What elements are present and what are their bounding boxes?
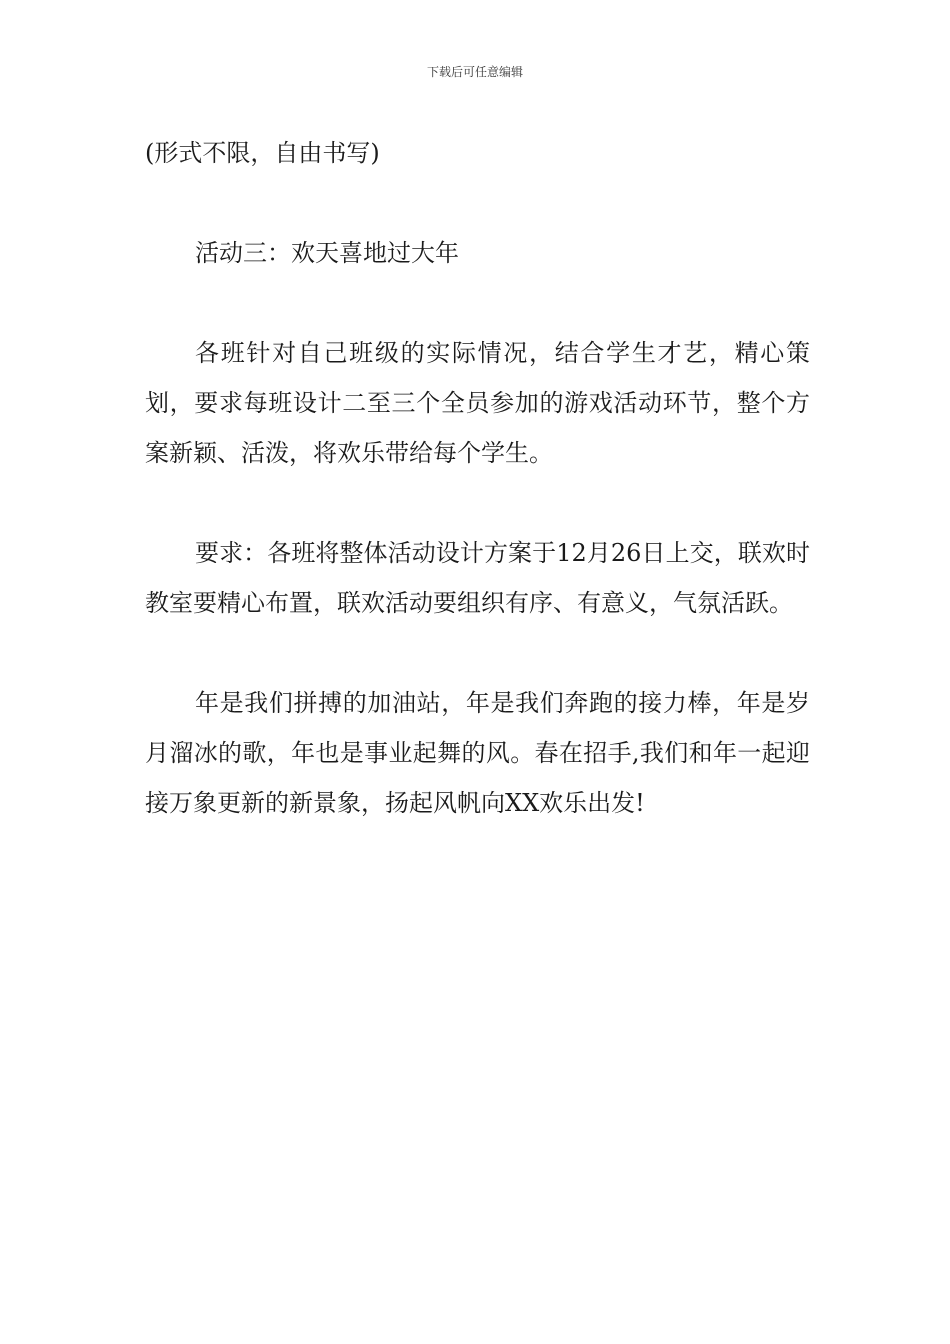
paragraph-gap bbox=[145, 478, 810, 528]
paragraph-requirements: 要求：各班将整体活动设计方案于12月26日上交，联欢时教室要精心布置，联欢活动要组织有序、有意义，气氛活跃。 bbox=[145, 539, 810, 617]
paragraph-closing: 年是我们拼搏的加油站，年是我们奔跑的接力棒，年是岁月溜冰的歌，年也是事业起舞的风。春在招手,我们和年一起迎接万象更新的新景象，扬起风帆向XX欢乐出发! bbox=[145, 689, 810, 817]
paragraph-gap bbox=[145, 278, 810, 328]
paragraph-activity-description: 各班针对自己班级的实际情况，结合学生才艺，精心策划，要求每班设计二至三个全员参加的游戏活动环节，整个方案新颖、活泼，将欢乐带给每个学生。 bbox=[145, 339, 810, 467]
page-header: 下载后可任意编辑 bbox=[426, 65, 523, 79]
document-body bbox=[145, 128, 810, 828]
paragraph-gap bbox=[145, 628, 810, 678]
paragraph-format-note: (形式不限，自由书写) bbox=[145, 139, 380, 167]
paragraph-activity-title: 活动三：欢天喜地过大年 bbox=[195, 239, 459, 267]
paragraph-gap bbox=[145, 178, 810, 228]
